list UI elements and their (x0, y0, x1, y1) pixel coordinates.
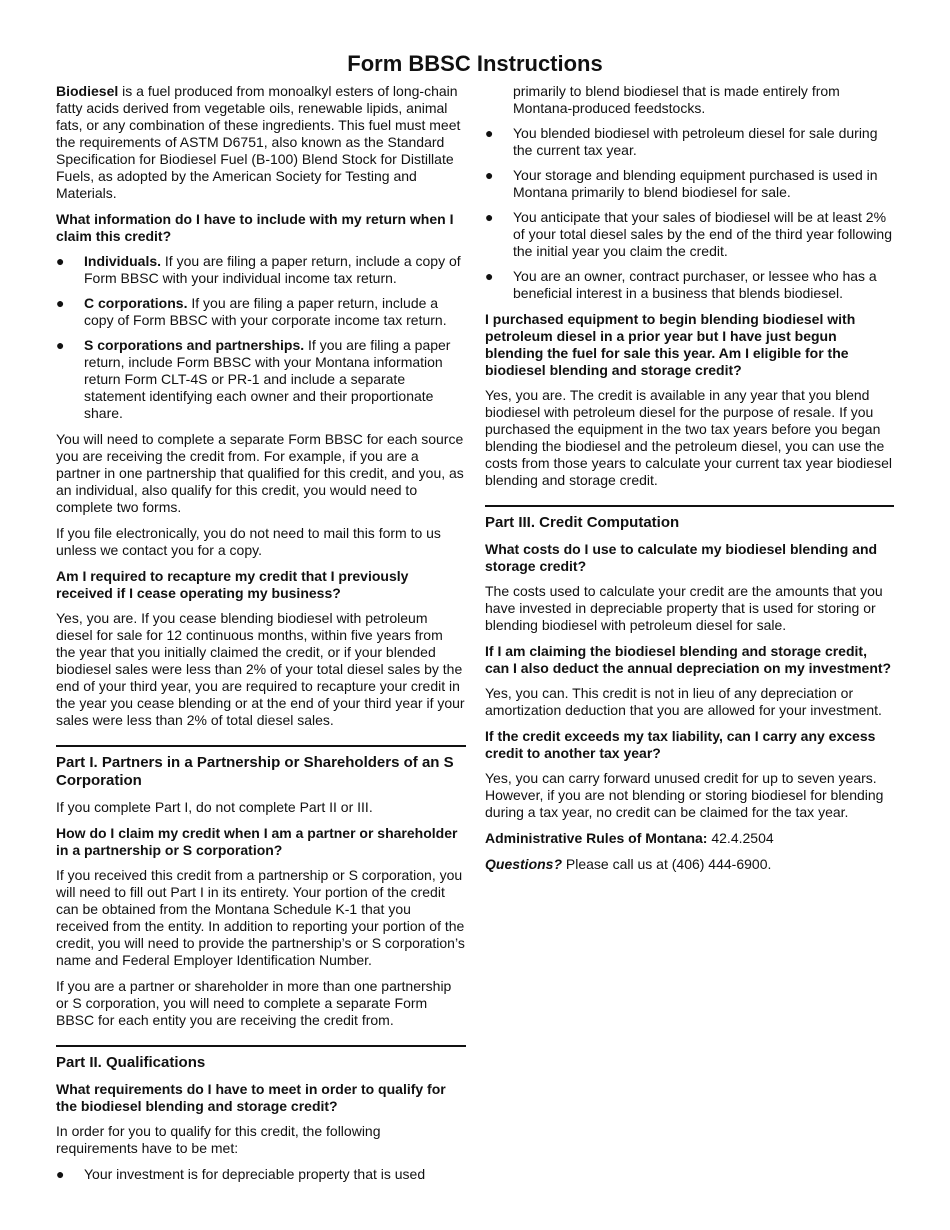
bullet-text: Your storage and blending equipment purchased is used in Montana primarily to blend biodiesel for sale. (513, 167, 878, 200)
bullet-icon: ● (56, 253, 65, 269)
part-1-note: If you complete Part I, do not complete Part II or III. (56, 799, 373, 815)
bullet-text: You anticipate that your sales of biodiesel will be at least 2% of your total diesel sales by the end of the third year following the initial year you claim the credit. (513, 209, 892, 259)
list-item (485, 167, 894, 201)
answer-depreciation: Yes, you can. This credit is not in lieu of any depreciation or amortization deduction that you are allowed for your investment. (485, 685, 882, 718)
list-item (56, 337, 466, 422)
bullet-icon: ● (485, 209, 494, 225)
answer-carry-forward: Yes, you can carry forward unused credit for up to seven years. However, if you are not blending or storing biodiesel for blending during a tax year, no credit can be claimed for the tax year. (485, 770, 884, 820)
question-claim-partner: How do I claim my credit when I am a partner or shareholder in a partnership or S corporation? (56, 825, 458, 858)
list-item (56, 295, 466, 329)
requirements-list-continued (485, 83, 894, 302)
bullet-lead: S corporations and partnerships. (84, 337, 305, 353)
bullet-icon: ● (485, 167, 494, 183)
intro-paragraph (56, 83, 466, 202)
filer-type-list (56, 253, 466, 422)
rules-text: 42.4.2504 (707, 830, 774, 846)
bullet-text: primarily to blend biodiesel that is made entirely from Montana-produced feedstocks. (513, 83, 840, 116)
left-column (56, 83, 466, 1192)
list-item (485, 268, 894, 302)
bullet-icon: ● (485, 125, 494, 141)
page-title: Form BBSC Instructions (347, 51, 603, 76)
list-item (485, 209, 894, 260)
question-prior-year-equipment: I purchased equipment to begin blending biodiesel with petroleum diesel in a prior year but I have just begun blending the fuel for sale this year. Am I eligible for the biodiesel blending and storage credit? (485, 311, 856, 378)
part-2-heading: Part II. Qualifications (56, 1045, 466, 1072)
requirements-list-start (56, 1166, 466, 1183)
question-recapture: Am I required to recapture my credit that I previously received if I cease operating my business? (56, 568, 409, 601)
list-item-continued (485, 83, 894, 117)
bullet-text: If you are filing a paper return, include Form BBSC with your Montana information return Form CLT-4S or PR-1 and include a separate statement identifying each owner and their proportionate share. (84, 337, 451, 421)
questions-lead: Questions? (485, 856, 563, 872)
bullet-text: You are an owner, contract purchaser, or lessee who has a beneficial interest in a business that blends biodiesel. (513, 268, 877, 301)
rules-lead: Administrative Rules of Montana: (485, 830, 708, 846)
question-costs: What costs do I use to calculate my biodiesel blending and storage credit? (485, 541, 878, 574)
electronic-filing-paragraph: If you file electronically, you do not need to mail this form to us unless we contact you for a copy. (56, 525, 441, 558)
part-1-heading: Part I. Partners in a Partnership or Shareholders of an S Corporation (56, 745, 466, 790)
bullet-icon: ● (56, 1166, 65, 1182)
question-carry-forward: If the credit exceeds my tax liability, can I carry any excess credit to another tax year? (485, 728, 876, 761)
list-item (56, 1166, 466, 1183)
bullet-icon: ● (56, 337, 65, 353)
answer-requirements: In order for you to qualify for this credit, the following requirements have to be met: (56, 1123, 381, 1156)
bullet-icon: ● (485, 268, 494, 284)
bullet-icon: ● (56, 295, 65, 311)
bullet-lead: C corporations. (84, 295, 188, 311)
list-item (485, 125, 894, 159)
bullet-lead: Individuals. (84, 253, 162, 269)
answer-claim-partner: If you received this credit from a partnership or S corporation, you will need to fill out Part I in its entirety. Your portion of the credit can be obtained from the Montana Schedule K-1 that you received from the entity. In addition to reporting your portion of the credit, you will need to provide the partnership’s or S corporation’s name and Federal Employer Identification Number. (56, 867, 465, 968)
question-include-with-return: What information do I have to include with my return when I claim this credit? (56, 211, 454, 244)
bullet-text: Your investment is for depreciable property that is used (84, 1166, 426, 1182)
list-item (56, 253, 466, 287)
intro-text: is a fuel produced from monoalkyl esters of long-chain fatty acids derived from vegetable oils, renewable lipids, animal fats, or any combination of these ingredients. This fuel must meet the requirements of ASTM D6751, also known as the Standard Specification for Biodiesel Fuel (B-100) Blend Stock for Distillate Fuels, as adopted by the American Society for Testing and Materials. (56, 83, 461, 201)
questions-text: Please call us at (406) 444-6900. (562, 856, 772, 872)
question-requirements: What requirements do I have to meet in order to qualify for the biodiesel blending and storage credit? (56, 1081, 446, 1114)
right-column (485, 83, 894, 882)
administrative-rules (485, 830, 894, 847)
intro-lead: Biodiesel (56, 83, 119, 99)
answer-recapture: Yes, you are. If you cease blending biodiesel with petroleum diesel for sale for 12 continuous months, within five years from the year that you initially claimed the credit, or if your blended biodiesel sales were less than 2% of your total diesel sales by the end of your third year, you are required to recapture your credit in the year you cease blending or at the end of your third year if your sales were less than 2% of total diesel sales. (56, 610, 465, 728)
bullet-text: If you are filing a paper return, include a copy of Form BBSC with your individual income tax return. (84, 253, 461, 286)
bullet-text: If you are filing a paper return, include a copy of Form BBSC with your corporate income tax return. (84, 295, 447, 328)
answer-claim-partner-multiple: If you are a partner or shareholder in more than one partnership or S corporation, you will need to complete a separate Form BBSC for each entity you are receiving the credit from. (56, 978, 452, 1028)
separate-form-paragraph: You will need to complete a separate Form BBSC for each source you are receiving the credit from. For example, if you are a partner in one partnership that qualified for this credit, and you, as an individual, also qualify for this credit, you would need to complete two forms. (56, 431, 464, 515)
part-3-heading: Part III. Credit Computation (485, 505, 894, 532)
question-depreciation: If I am claiming the biodiesel blending and storage credit, can I also deduct the annual depreciation on my investment? (485, 643, 892, 676)
questions-contact (485, 856, 894, 873)
answer-costs: The costs used to calculate your credit are the amounts that you have invested in depreciable property that is used for storing or blending biodiesel with petroleum diesel for sale. (485, 583, 883, 633)
answer-prior-year-equipment: Yes, you are. The credit is available in any year that you blend biodiesel with petroleum diesel for the purpose of resale. If you purchased the equipment in the two tax years before you began blending the biodiesel and the petroleum diesel, you can use the costs from those years to calculate your current tax year biodiesel blending and storage credit. (485, 387, 892, 488)
bullet-text: You blended biodiesel with petroleum diesel for sale during the current tax year. (513, 125, 878, 158)
